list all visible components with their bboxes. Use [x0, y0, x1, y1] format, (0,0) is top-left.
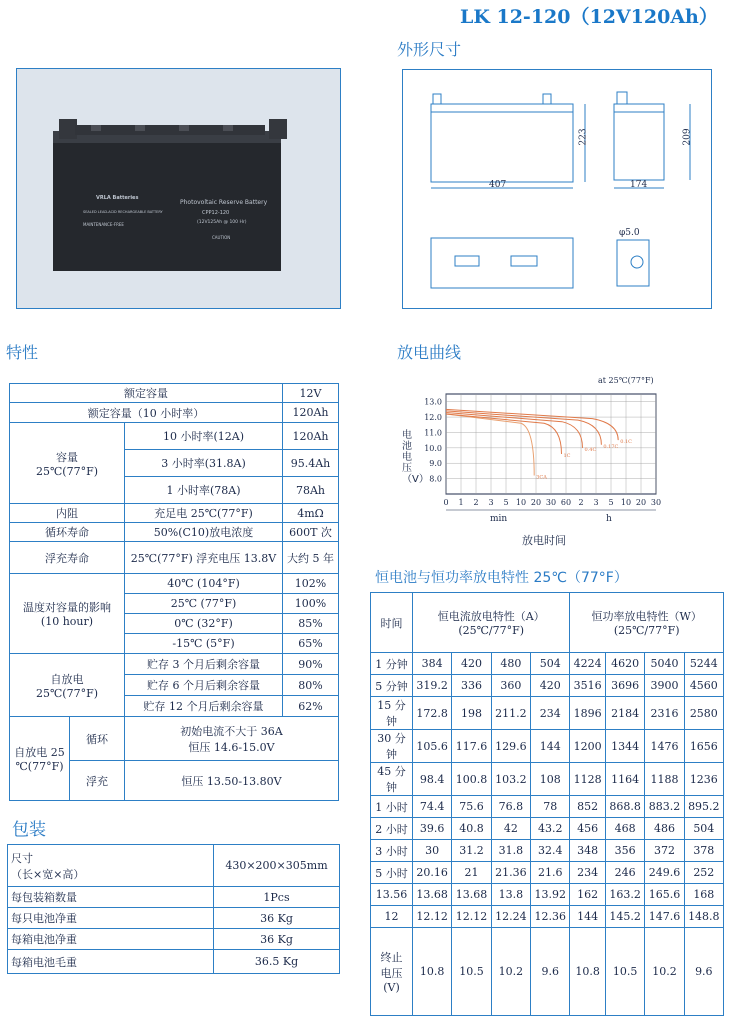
curve-note: at 25℃(77°F) — [598, 376, 654, 385]
temp-cond: 25℃ (77°F) — [125, 594, 283, 614]
discharge-value: 456 — [570, 818, 606, 840]
discharge-title: 恒电池与恒功率放电特性 25℃（77°F） — [375, 570, 628, 586]
discharge-value: 211.2 — [491, 697, 530, 730]
discharge-time: 5 小时 — [371, 862, 413, 884]
spec-label: 额定容量 — [10, 384, 283, 403]
charge-mode: 浮充 — [70, 761, 125, 801]
dim-height2: 209 — [682, 128, 693, 146]
discharge-value: 868.8 — [605, 796, 644, 818]
capacity-rate: 3 小时率(31.8A) — [125, 450, 283, 477]
discharge-value: 30 — [413, 840, 452, 862]
discharge-value: 31.2 — [452, 840, 491, 862]
discharge-value: 468 — [605, 818, 644, 840]
discharge-value: 348 — [570, 840, 606, 862]
discharge-row — [371, 818, 724, 840]
discharge-value: 198 — [452, 697, 491, 730]
capacity-value: 95.4Ah — [283, 450, 339, 477]
discharge-value: 4560 — [684, 675, 723, 697]
discharge-value: 234 — [570, 862, 606, 884]
x-tick-label: 2 — [578, 498, 584, 507]
discharge-value: 12.24 — [491, 906, 530, 928]
curve-title: 放电曲线 — [397, 343, 462, 362]
discharge-value: 480 — [491, 653, 530, 675]
discharge-value: 172.8 — [413, 697, 452, 730]
capacity-rate: 10 小时率(12A) — [125, 423, 283, 450]
discharge-value: 1896 — [570, 697, 606, 730]
discharge-time: 12 — [371, 906, 413, 928]
x-tick-label: 10 — [515, 498, 527, 507]
curve-label: 1C — [563, 453, 571, 459]
x-tick-label: 5 — [608, 498, 614, 507]
final-voltage: 10.8 — [413, 928, 452, 1016]
discharge-value: 147.6 — [645, 906, 684, 928]
final-voltage: 9.6 — [531, 928, 570, 1016]
discharge-value: 144 — [570, 906, 606, 928]
discharge-value: 372 — [645, 840, 684, 862]
dim-length: 407 — [489, 180, 507, 190]
discharge-value: 852 — [570, 796, 606, 818]
x-tick-label: 5 — [503, 498, 509, 507]
label-brand: VRLA Batteries — [96, 195, 139, 201]
discharge-value: 3696 — [605, 675, 644, 697]
final-voltage-label: 终止 电压 (V) — [371, 928, 413, 1016]
x-tick-label: 3 — [488, 498, 494, 507]
curve-ylabel: 电池电压（V） — [402, 430, 429, 485]
discharge-row — [371, 697, 724, 730]
cycle-cond: 50%(C10)放电浓度 — [125, 523, 283, 542]
discharge-time: 2 小时 — [371, 818, 413, 840]
discharge-curve-line — [446, 412, 583, 447]
final-voltage: 10.2 — [645, 928, 684, 1016]
temp-cond: 0℃ (32°F) — [125, 614, 283, 634]
battery-image — [17, 69, 340, 308]
capacity-value: 78Ah — [283, 477, 339, 504]
discharge-value: 20.16 — [413, 862, 452, 884]
discharge-value: 1656 — [684, 730, 723, 763]
discharge-value: 21.36 — [491, 862, 530, 884]
discharge-value: 1188 — [645, 763, 684, 796]
specs-title: 特性 — [6, 343, 39, 362]
discharge-row — [371, 730, 724, 763]
discharge-head-time: 时间 — [371, 593, 413, 653]
discharge-value: 4620 — [605, 653, 644, 675]
discharge-value: 13.92 — [531, 884, 570, 906]
label-rating: (12V125Ah @ 100 Hr) — [197, 220, 247, 225]
discharge-row — [371, 906, 724, 928]
discharge-row — [371, 796, 724, 818]
discharge-value: 43.2 — [531, 818, 570, 840]
spec-value: 120Ah — [283, 403, 339, 423]
package-value: 1Pcs — [214, 887, 340, 908]
discharge-value: 4224 — [570, 653, 606, 675]
temp-value: 102% — [283, 574, 339, 594]
label-caution: CAUTION — [212, 235, 231, 240]
discharge-value: 103.2 — [491, 763, 530, 796]
discharge-value: 31.8 — [491, 840, 530, 862]
discharge-value: 378 — [684, 840, 723, 862]
specs-table — [9, 383, 339, 717]
discharge-value: 76.8 — [491, 796, 530, 818]
y-tick-label: 13.0 — [424, 397, 442, 407]
y-tick-label: 9.0 — [429, 459, 442, 469]
discharge-value: 2184 — [605, 697, 644, 730]
discharge-value: 105.6 — [413, 730, 452, 763]
discharge-value: 108 — [531, 763, 570, 796]
discharge-value: 129.6 — [491, 730, 530, 763]
discharge-value: 40.8 — [452, 818, 491, 840]
package-label: 每箱电池净重 — [8, 929, 214, 950]
discharge-value: 420 — [452, 653, 491, 675]
cycle-label: 循环寿命 — [10, 523, 125, 542]
discharge-value: 2316 — [645, 697, 684, 730]
discharge-value: 13.8 — [491, 884, 530, 906]
package-value: 36 Kg — [214, 929, 340, 950]
package-table — [7, 844, 340, 974]
discharge-row — [371, 862, 724, 884]
page-title: LK 12-120（12V120Ah） — [460, 6, 718, 28]
discharge-time: 15 分钟 — [371, 697, 413, 730]
resistance-value: 4mΩ — [283, 504, 339, 523]
discharge-value: 13.68 — [452, 884, 491, 906]
package-value: 36.5 Kg — [214, 950, 340, 974]
spec-label: 额定容量（10 小时率） — [10, 403, 283, 423]
discharge-value: 1200 — [570, 730, 606, 763]
discharge-time: 1 分钟 — [371, 653, 413, 675]
discharge-row — [371, 884, 724, 906]
discharge-value: 42 — [491, 818, 530, 840]
discharge-time: 3 小时 — [371, 840, 413, 862]
charge-value: 初始电流不大于 36A 恒压 14.6-15.0V — [125, 717, 339, 761]
package-value: 430×200×305mm — [214, 845, 340, 887]
discharge-head-current: 恒电流放电特性（A） (25℃/77°F) — [413, 593, 570, 653]
discharge-time: 1 小时 — [371, 796, 413, 818]
curve-label: 3CA — [536, 474, 547, 481]
discharge-value: 883.2 — [645, 796, 684, 818]
y-tick-label: 12.0 — [424, 413, 442, 423]
discharge-value: 21.6 — [531, 862, 570, 884]
charge-mode: 循环 — [70, 717, 125, 761]
package-label: 每包装箱数量 — [8, 887, 214, 908]
discharge-value: 162 — [570, 884, 606, 906]
discharge-value: 504 — [684, 818, 723, 840]
dimensions-title: 外形尺寸 — [397, 40, 462, 59]
discharge-value: 1476 — [645, 730, 684, 763]
curve-label: 0.17C — [603, 443, 619, 450]
x-tick-label: 20 — [530, 498, 542, 507]
discharge-value: 13.68 — [413, 884, 452, 906]
discharge-value: 100.8 — [452, 763, 491, 796]
discharge-value: 144 — [531, 730, 570, 763]
discharge-value: 168 — [684, 884, 723, 906]
discharge-value: 504 — [531, 653, 570, 675]
self-cond: 贮存 3 个月后剩余容量 — [125, 654, 283, 675]
discharge-value: 486 — [645, 818, 684, 840]
x-tick-label: 60 — [560, 498, 572, 507]
discharge-value: 21 — [452, 862, 491, 884]
cycle-value: 600T 次 — [283, 523, 339, 542]
discharge-row — [371, 840, 724, 862]
discharge-value: 252 — [684, 862, 723, 884]
final-voltage: 10.5 — [605, 928, 644, 1016]
final-voltage: 9.6 — [684, 928, 723, 1016]
charge-table — [9, 716, 339, 801]
dim-height1: 223 — [578, 128, 589, 146]
discharge-value: 234 — [531, 697, 570, 730]
discharge-value: 356 — [605, 840, 644, 862]
discharge-value: 145.2 — [605, 906, 644, 928]
curve-unit-min: min — [490, 514, 508, 524]
discharge-value: 2580 — [684, 697, 723, 730]
discharge-value: 32.4 — [531, 840, 570, 862]
temp-cond: 40℃ (104°F) — [125, 574, 283, 594]
y-tick-label: 10.0 — [424, 443, 442, 453]
discharge-value: 148.8 — [684, 906, 723, 928]
discharge-value: 249.6 — [645, 862, 684, 884]
discharge-row — [371, 675, 724, 697]
x-tick-label: 0 — [443, 498, 449, 507]
discharge-value: 5244 — [684, 653, 723, 675]
discharge-value: 1164 — [605, 763, 644, 796]
curve-unit-h: h — [606, 514, 612, 524]
discharge-time: 30 分钟 — [371, 730, 413, 763]
charge-label: 自放电 25 ℃(77°F) — [10, 717, 70, 801]
temp-value: 65% — [283, 634, 339, 654]
discharge-value: 74.4 — [413, 796, 452, 818]
capacity-value: 120Ah — [283, 423, 339, 450]
dim-width: 174 — [630, 180, 648, 190]
self-value: 80% — [283, 675, 339, 696]
discharge-value: 1128 — [570, 763, 606, 796]
discharge-value: 98.4 — [413, 763, 452, 796]
package-label: 每箱电池毛重 — [8, 950, 214, 974]
package-label: 尺寸 （长×宽×高） — [8, 845, 214, 887]
discharge-value: 246 — [605, 862, 644, 884]
discharge-value: 75.6 — [452, 796, 491, 818]
discharge-value: 165.6 — [645, 884, 684, 906]
discharge-value: 336 — [452, 675, 491, 697]
package-title: 包装 — [12, 820, 46, 840]
label-model: CPP12-120 — [202, 210, 230, 216]
y-tick-label: 8.0 — [429, 474, 442, 484]
self-cond: 贮存 6 个月后剩余容量 — [125, 675, 283, 696]
spec-value: 12V — [283, 384, 339, 403]
x-tick-label: 1 — [458, 498, 464, 507]
discharge-value: 1344 — [605, 730, 644, 763]
discharge-curve-line — [446, 409, 618, 440]
discharge-row — [371, 763, 724, 796]
capacity-label: 容量 25℃(77°F) — [10, 423, 125, 504]
x-tick-label: 3 — [593, 498, 599, 507]
discharge-value: 895.2 — [684, 796, 723, 818]
discharge-head-power: 恒功率放电特性（W） (25℃/77°F) — [570, 593, 724, 653]
temp-value: 100% — [283, 594, 339, 614]
discharge-value: 5040 — [645, 653, 684, 675]
self-label: 自放电 25℃(77°F) — [10, 654, 125, 717]
package-value: 36 Kg — [214, 908, 340, 929]
discharge-value: 420 — [531, 675, 570, 697]
discharge-value: 3516 — [570, 675, 606, 697]
discharge-time: 45 分钟 — [371, 763, 413, 796]
curve-label: 0.1C — [620, 439, 632, 446]
battery-photo — [16, 68, 341, 309]
discharge-time: 5 分钟 — [371, 675, 413, 697]
final-voltage: 10.5 — [452, 928, 491, 1016]
x-tick-label: 10 — [620, 498, 632, 507]
float-label: 浮充寿命 — [10, 542, 125, 574]
discharge-value: 12.12 — [413, 906, 452, 928]
final-voltage: 10.8 — [570, 928, 606, 1016]
x-tick-label: 30 — [545, 498, 557, 507]
dimension-drawing — [402, 69, 712, 309]
curve-xlabel: 放电时间 — [522, 534, 566, 547]
discharge-row — [371, 653, 724, 675]
temp-label: 温度对容量的影响 (10 hour) — [10, 574, 125, 654]
discharge-value: 360 — [491, 675, 530, 697]
label-type: Photovoltaic Reserve Battery — [180, 199, 268, 206]
y-tick-label: 11.0 — [424, 428, 442, 438]
discharge-value: 319.2 — [413, 675, 452, 697]
discharge-value: 384 — [413, 653, 452, 675]
resistance-label: 内阻 — [10, 504, 125, 523]
discharge-value: 1236 — [684, 763, 723, 796]
x-tick-label: 20 — [635, 498, 647, 507]
discharge-curve — [402, 372, 702, 550]
final-voltage: 10.2 — [491, 928, 530, 1016]
discharge-time: 13.56 — [371, 884, 413, 906]
capacity-rate: 1 小时率(78A) — [125, 477, 283, 504]
discharge-value: 78 — [531, 796, 570, 818]
label-sealed: SEALED LEAD-ACID RECHARGEABLE BATTERY — [83, 210, 163, 214]
temp-cond: -15℃ (5°F) — [125, 634, 283, 654]
discharge-value: 117.6 — [452, 730, 491, 763]
curve-svg — [402, 372, 702, 550]
float-value: 大约 5 年 — [283, 542, 339, 574]
label-maint: MAINTENANCE-FREE — [83, 222, 124, 227]
self-cond: 贮存 12 个月后剩余容量 — [125, 696, 283, 717]
package-label: 每只电池净重 — [8, 908, 214, 929]
dim-terminal: φ5.0 — [619, 228, 640, 238]
dimension-svg — [403, 70, 711, 308]
discharge-value: 3900 — [645, 675, 684, 697]
discharge-value: 12.12 — [452, 906, 491, 928]
discharge-value: 39.6 — [413, 818, 452, 840]
charge-value: 恒压 13.50-13.80V — [125, 761, 339, 801]
discharge-value: 12.36 — [531, 906, 570, 928]
x-tick-label: 2 — [473, 498, 479, 507]
discharge-value: 163.2 — [605, 884, 644, 906]
curve-label: 0.4C — [584, 446, 597, 453]
self-value: 62% — [283, 696, 339, 717]
self-value: 90% — [283, 654, 339, 675]
temp-value: 85% — [283, 614, 339, 634]
x-tick-label: 30 — [650, 498, 662, 507]
resistance-cond: 充足电 25℃(77°F) — [125, 504, 283, 523]
discharge-table — [370, 592, 724, 1016]
float-cond: 25℃(77°F) 浮充电压 13.8V — [125, 542, 283, 574]
